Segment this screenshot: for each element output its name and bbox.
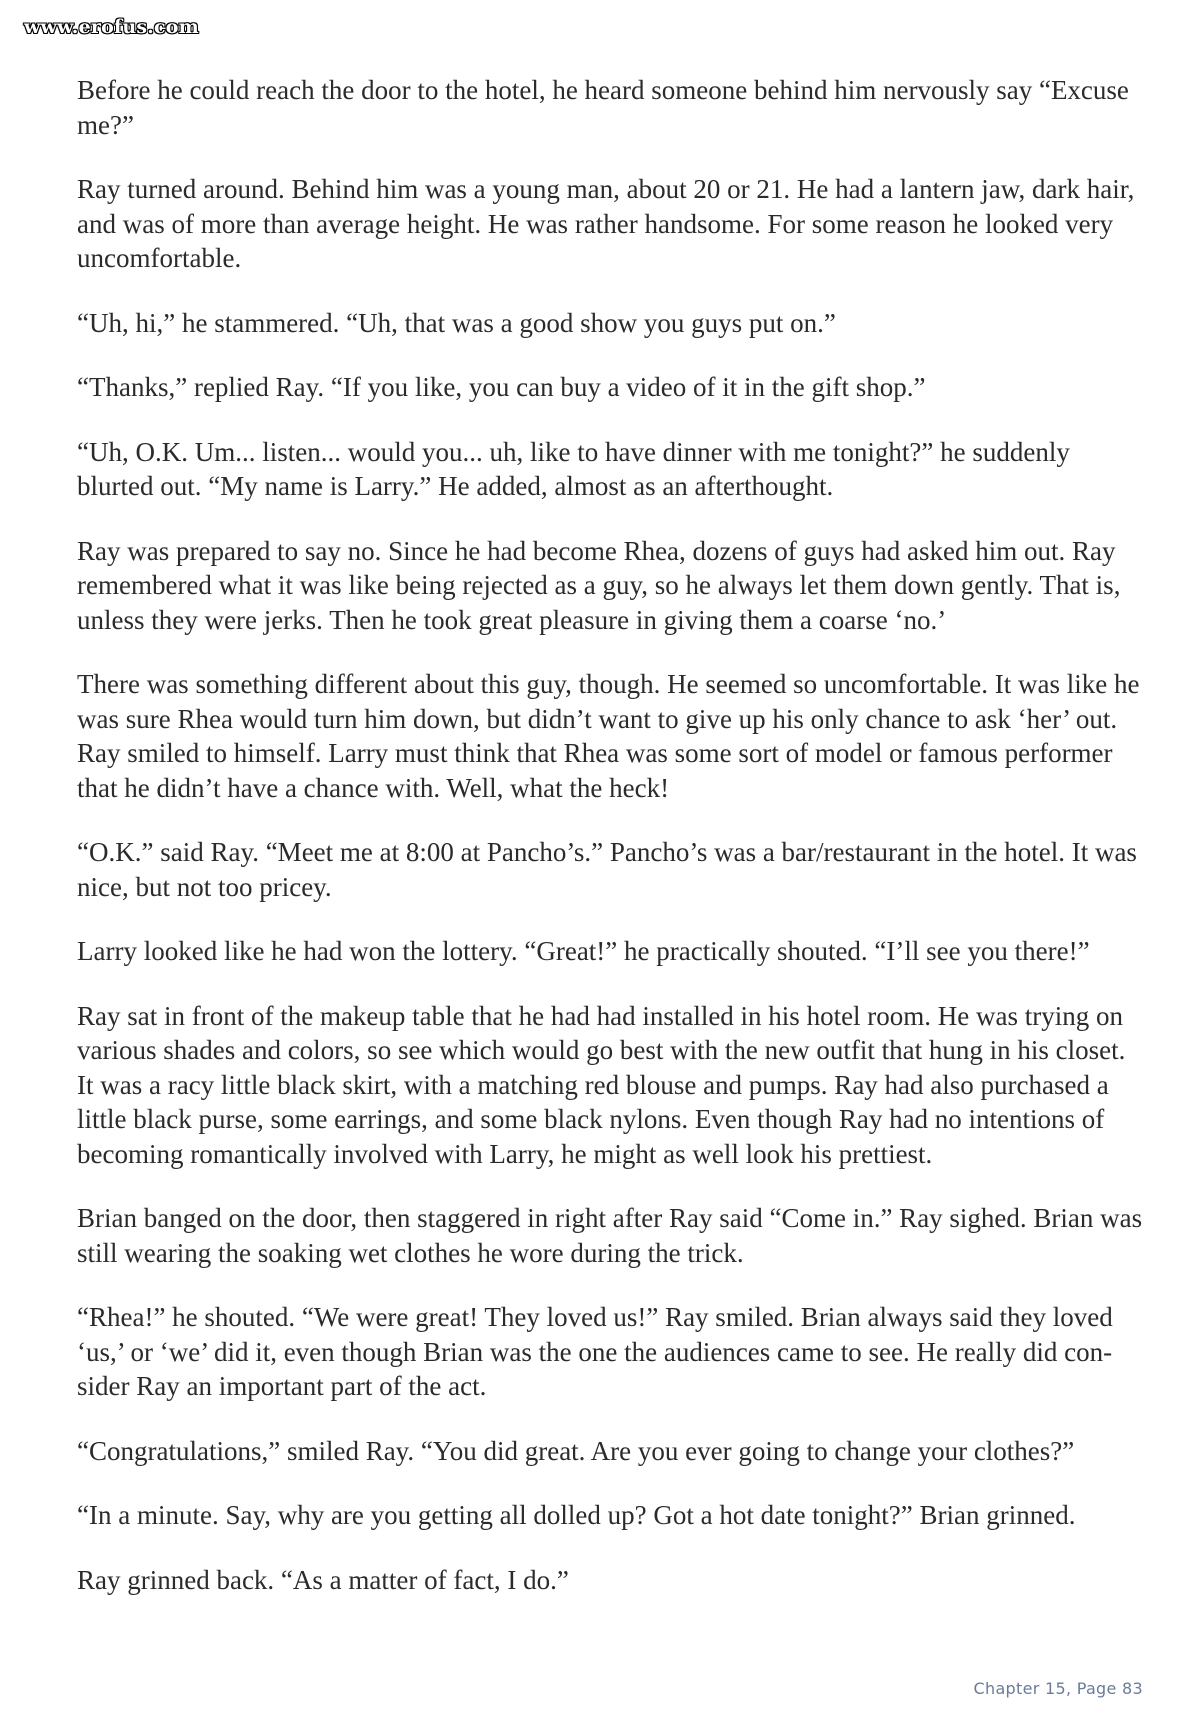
paragraph: Larry looked like he had won the lottery. “Great!” he practically shouted. “I’ll see you there!”: [77, 936, 1090, 966]
paragraph: Brian banged on the door, then staggered in right after Ray said “Come in.” Ray sighed. Brian was still wearing the soaking wet clothes he wore during the trick.: [77, 1203, 1143, 1268]
site-watermark: www.erofus.com: [24, 16, 199, 38]
paragraph: “Thanks,” replied Ray. “If you like, you can buy a video of it in the gift shop.”: [77, 372, 926, 402]
story-text: [77, 73, 1145, 1627]
paragraph: Ray grinned back. “As a matter of fact, I do.”: [77, 1564, 569, 1595]
paragraph: There was something different about this guy, though. He seemed so uncomfortable. It was like he was sure Rhea would turn him down, but didn’t want to give up his only chance to ask ‘her’ out. Ray smiled to himself. Larry must think that Rhea was some sort of model or famous performer that he didn’t have a chance with. Well, what the heck!: [77, 669, 1140, 803]
paragraph: “Uh, O.K. Um... listen... would you... uh, like to have dinner with me tonight?” he suddenly blurted out. “My name is Larry.” He added, almost as an afterthought.: [77, 436, 1070, 501]
paragraph: “Congratulations,” smiled Ray. “You did great. Are you ever going to change your clothes?”: [77, 1435, 1075, 1466]
paragraph: “O.K.” said Ray. “Meet me at 8:00 at Pancho’s.” Pancho’s was a bar/restaurant in the hotel. It was nice, but not too pricey.: [77, 837, 1137, 902]
paragraph: Ray turned around. Behind him was a young man, about 20 or 21. He had a lantern jaw, dark hair, and was of more than average height. He was rather handsome. For some reason he looked very uncomfortable.: [77, 174, 1135, 273]
paragraph: Ray sat in front of the makeup table that he had had installed in his hotel room. He was trying on various shades and colors, so see which would go best with the new outfit that hung in his closet. It was a racy little black skirt, with a matching red blouse and pumps. Ray had also purchased a little black purse, some earrings, and some black nylons. Even though Ray had no intentions of becoming romantically involved with Larry, he might as well look his prettiest.: [77, 1000, 1126, 1169]
paragraph: Ray was prepared to say no. Since he had become Rhea, dozens of guys had asked him out. Ray remembered what it was like being rejected as a guy, so he always let them down gently. That is, unless they were jerks. Then he took great pleasure in giving them a coarse ‘no.’: [77, 535, 1121, 635]
paragraph: Before he could reach the door to the hotel, he heard someone behind him nervously say “Excuse me?”: [77, 75, 1129, 140]
page-number: Chapter 15, Page 83: [973, 1679, 1143, 1698]
paragraph: “In a minute. Say, why are you getting all dolled up? Got a hot date tonight?” Brian grinned.: [77, 1500, 1076, 1530]
paragraph: “Uh, hi,” he stammered. “Uh, that was a good show you guys put on.”: [77, 307, 836, 338]
paragraph: “Rhea!” he shouted. “We were great! They loved us!” Ray smiled. Brian always said they loved ‘us,’ or ‘we’ did it, even though Brian was the one the audiences came to see. He really did consider Ray an important part of the act.: [77, 1302, 1113, 1401]
